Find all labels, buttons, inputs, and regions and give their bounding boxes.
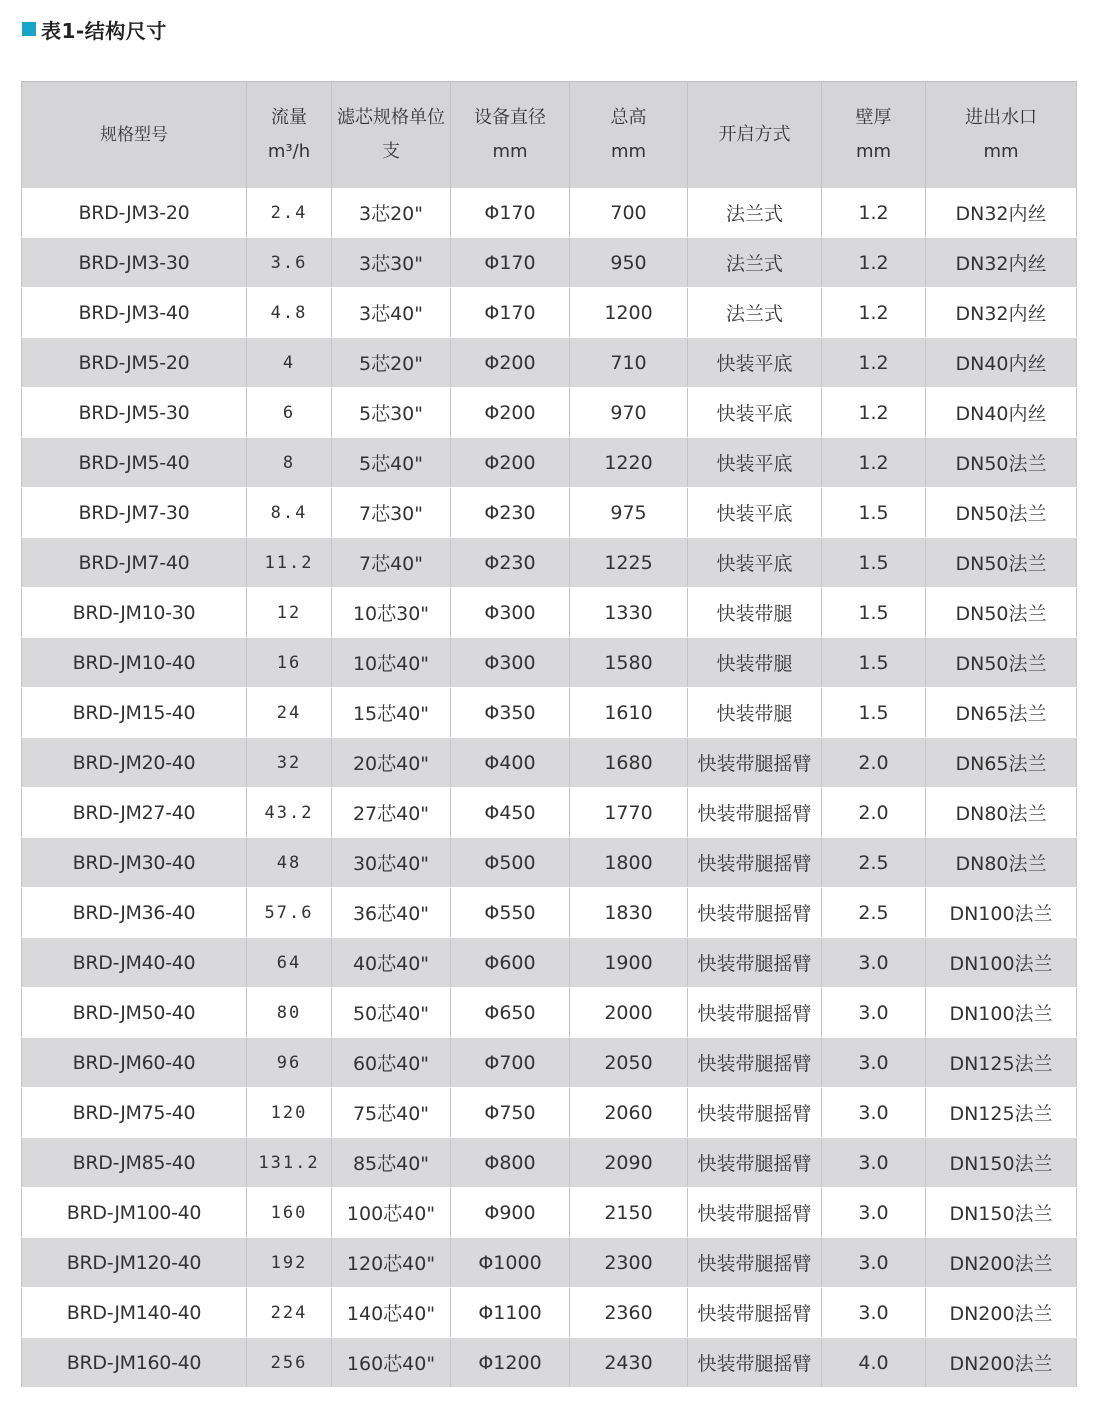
cell-inlet-outlet: DN100法兰 xyxy=(926,938,1077,988)
cell-opening: 快装带腿摇臂 xyxy=(688,738,822,788)
cell-flow: 160 xyxy=(247,1188,332,1238)
cell-model: BRD-JM100-40 xyxy=(22,1188,247,1238)
cell-diameter: Φ200 xyxy=(451,338,570,388)
cell-filter-spec: 5芯20" xyxy=(332,338,451,388)
table-row xyxy=(22,988,1077,1038)
cell-wall-thickness: 1.2 xyxy=(822,188,926,238)
cell-diameter: Φ170 xyxy=(451,238,570,288)
cell-wall-thickness: 3.0 xyxy=(822,1138,926,1188)
table-row xyxy=(22,538,1077,588)
cell-filter-spec: 15芯40" xyxy=(332,688,451,738)
cell-filter-spec: 10芯40" xyxy=(332,638,451,688)
cell-inlet-outlet: DN50法兰 xyxy=(926,538,1077,588)
cell-opening: 快装带腿摇臂 xyxy=(688,1188,822,1238)
cell-opening: 法兰式 xyxy=(688,288,822,338)
cell-model: BRD-JM5-20 xyxy=(22,338,247,388)
table-row xyxy=(22,438,1077,488)
cell-model: BRD-JM160-40 xyxy=(22,1338,247,1388)
cell-filter-spec: 60芯40" xyxy=(332,1038,451,1088)
cell-flow: 131.2 xyxy=(247,1138,332,1188)
cell-diameter: Φ170 xyxy=(451,288,570,338)
table-body xyxy=(22,188,1077,1388)
cell-flow: 256 xyxy=(247,1338,332,1388)
cell-inlet-outlet: DN32内丝 xyxy=(926,288,1077,338)
header-diameter-label: 设备直径 xyxy=(474,107,546,128)
cell-wall-thickness: 4.0 xyxy=(822,1338,926,1388)
cell-height: 700 xyxy=(570,188,688,238)
cell-model: BRD-JM5-40 xyxy=(22,438,247,488)
header-filter-spec-unit: 支 xyxy=(382,141,400,162)
cell-inlet-outlet: DN150法兰 xyxy=(926,1188,1077,1238)
cell-wall-thickness: 1.5 xyxy=(822,638,926,688)
structure-dimensions-table xyxy=(21,81,1077,1388)
table-row xyxy=(22,788,1077,838)
cell-flow: 4 xyxy=(247,338,332,388)
cell-model: BRD-JM27-40 xyxy=(22,788,247,838)
header-inlet-outlet-label: 进出水口 xyxy=(965,107,1037,128)
cell-height: 2060 xyxy=(570,1088,688,1138)
table-row xyxy=(22,1288,1077,1338)
cell-filter-spec: 85芯40" xyxy=(332,1138,451,1188)
header-height-unit: mm xyxy=(610,141,647,162)
cell-height: 1680 xyxy=(570,738,688,788)
cell-model: BRD-JM10-30 xyxy=(22,588,247,638)
cell-inlet-outlet: DN32内丝 xyxy=(926,188,1077,238)
cell-opening: 快装带腿摇臂 xyxy=(688,888,822,938)
cell-model: BRD-JM40-40 xyxy=(22,938,247,988)
cell-diameter: Φ300 xyxy=(451,638,570,688)
cell-wall-thickness: 1.5 xyxy=(822,588,926,638)
table-row xyxy=(22,938,1077,988)
table-header-row xyxy=(22,82,1077,189)
cell-height: 2150 xyxy=(570,1188,688,1238)
cell-inlet-outlet: DN65法兰 xyxy=(926,688,1077,738)
cell-model: BRD-JM140-40 xyxy=(22,1288,247,1338)
cell-model: BRD-JM30-40 xyxy=(22,838,247,888)
cell-wall-thickness: 1.5 xyxy=(822,538,926,588)
cell-flow: 12 xyxy=(247,588,332,638)
cell-filter-spec: 20芯40" xyxy=(332,738,451,788)
header-filter-spec-label: 滤芯规格单位 xyxy=(337,107,445,128)
cell-filter-spec: 100芯40" xyxy=(332,1188,451,1238)
cell-diameter: Φ650 xyxy=(451,988,570,1038)
table-row xyxy=(22,1038,1077,1088)
table-row xyxy=(22,1188,1077,1238)
cell-flow: 8 xyxy=(247,438,332,488)
cell-filter-spec: 3芯20" xyxy=(332,188,451,238)
cell-flow: 2.4 xyxy=(247,188,332,238)
header-wall-thickness-label: 壁厚 xyxy=(855,107,892,128)
cell-flow: 224 xyxy=(247,1288,332,1338)
cell-inlet-outlet: DN80法兰 xyxy=(926,788,1077,838)
cell-wall-thickness: 3.0 xyxy=(822,938,926,988)
cell-inlet-outlet: DN200法兰 xyxy=(926,1288,1077,1338)
table-row xyxy=(22,688,1077,738)
cell-opening: 快装带腿摇臂 xyxy=(688,1288,822,1338)
cell-filter-spec: 75芯40" xyxy=(332,1088,451,1138)
table-row xyxy=(22,738,1077,788)
cell-opening: 快装平底 xyxy=(688,538,822,588)
cell-filter-spec: 7芯30" xyxy=(332,488,451,538)
cell-height: 2000 xyxy=(570,988,688,1038)
cell-diameter: Φ1200 xyxy=(451,1338,570,1388)
cell-flow: 11.2 xyxy=(247,538,332,588)
cell-flow: 32 xyxy=(247,738,332,788)
title-marker-square xyxy=(22,22,36,36)
cell-diameter: Φ400 xyxy=(451,738,570,788)
cell-height: 1770 xyxy=(570,788,688,838)
cell-model: BRD-JM120-40 xyxy=(22,1238,247,1288)
header-diameter xyxy=(451,82,570,189)
cell-inlet-outlet: DN40内丝 xyxy=(926,388,1077,438)
cell-filter-spec: 5芯30" xyxy=(332,388,451,438)
cell-opening: 法兰式 xyxy=(688,238,822,288)
cell-filter-spec: 30芯40" xyxy=(332,838,451,888)
cell-wall-thickness: 2.5 xyxy=(822,888,926,938)
cell-model: BRD-JM15-40 xyxy=(22,688,247,738)
cell-filter-spec: 50芯40" xyxy=(332,988,451,1038)
header-model-label: 规格型号 xyxy=(100,125,168,145)
cell-model: BRD-JM36-40 xyxy=(22,888,247,938)
cell-model: BRD-JM75-40 xyxy=(22,1088,247,1138)
cell-filter-spec: 10芯30" xyxy=(332,588,451,638)
cell-flow: 80 xyxy=(247,988,332,1038)
cell-opening: 快装带腿 xyxy=(688,588,822,638)
cell-height: 950 xyxy=(570,238,688,288)
header-model xyxy=(22,82,247,189)
cell-height: 1800 xyxy=(570,838,688,888)
cell-height: 1220 xyxy=(570,438,688,488)
cell-diameter: Φ230 xyxy=(451,488,570,538)
cell-model: BRD-JM3-30 xyxy=(22,238,247,288)
cell-filter-spec: 7芯40" xyxy=(332,538,451,588)
header-wall-thickness xyxy=(822,82,926,189)
cell-flow: 3.6 xyxy=(247,238,332,288)
cell-flow: 120 xyxy=(247,1088,332,1138)
cell-flow: 64 xyxy=(247,938,332,988)
cell-diameter: Φ750 xyxy=(451,1088,570,1138)
cell-diameter: Φ550 xyxy=(451,888,570,938)
section-title xyxy=(22,14,167,44)
cell-model: BRD-JM5-30 xyxy=(22,388,247,438)
cell-height: 1610 xyxy=(570,688,688,738)
cell-inlet-outlet: DN100法兰 xyxy=(926,988,1077,1038)
header-flow-label: 流量 xyxy=(271,107,307,128)
header-flow xyxy=(247,82,332,189)
cell-opening: 快装带腿摇臂 xyxy=(688,1038,822,1088)
cell-flow: 8.4 xyxy=(247,488,332,538)
table-row xyxy=(22,388,1077,438)
cell-inlet-outlet: DN50法兰 xyxy=(926,438,1077,488)
cell-opening: 快装带腿摇臂 xyxy=(688,1088,822,1138)
table-row xyxy=(22,588,1077,638)
cell-diameter: Φ800 xyxy=(451,1138,570,1188)
cell-opening: 法兰式 xyxy=(688,188,822,238)
cell-inlet-outlet: DN100法兰 xyxy=(926,888,1077,938)
cell-wall-thickness: 1.2 xyxy=(822,238,926,288)
cell-wall-thickness: 3.0 xyxy=(822,1288,926,1338)
table-row xyxy=(22,1338,1077,1388)
header-opening xyxy=(688,82,822,189)
cell-flow: 24 xyxy=(247,688,332,738)
cell-filter-spec: 160芯40" xyxy=(332,1338,451,1388)
cell-diameter: Φ300 xyxy=(451,588,570,638)
cell-diameter: Φ200 xyxy=(451,438,570,488)
cell-diameter: Φ1100 xyxy=(451,1288,570,1338)
cell-model: BRD-JM10-40 xyxy=(22,638,247,688)
cell-inlet-outlet: DN50法兰 xyxy=(926,638,1077,688)
cell-opening: 快装平底 xyxy=(688,488,822,538)
cell-flow: 6 xyxy=(247,388,332,438)
cell-flow: 192 xyxy=(247,1238,332,1288)
cell-inlet-outlet: DN200法兰 xyxy=(926,1238,1077,1288)
cell-diameter: Φ350 xyxy=(451,688,570,738)
table-row xyxy=(22,338,1077,388)
cell-height: 970 xyxy=(570,388,688,438)
cell-diameter: Φ500 xyxy=(451,838,570,888)
cell-model: BRD-JM50-40 xyxy=(22,988,247,1038)
cell-inlet-outlet: DN200法兰 xyxy=(926,1338,1077,1388)
table-row xyxy=(22,238,1077,288)
cell-model: BRD-JM7-30 xyxy=(22,488,247,538)
header-inlet-outlet-unit: mm xyxy=(983,141,1019,162)
cell-opening: 快装平底 xyxy=(688,338,822,388)
cell-height: 1900 xyxy=(570,938,688,988)
cell-wall-thickness: 1.2 xyxy=(822,438,926,488)
section-title-text: 表1-结构尺寸 xyxy=(41,18,167,43)
cell-flow: 16 xyxy=(247,638,332,688)
table-row xyxy=(22,838,1077,888)
cell-model: BRD-JM20-40 xyxy=(22,738,247,788)
cell-opening: 快装平底 xyxy=(688,388,822,438)
cell-height: 2050 xyxy=(570,1038,688,1088)
cell-wall-thickness: 3.0 xyxy=(822,1038,926,1088)
cell-opening: 快装带腿摇臂 xyxy=(688,788,822,838)
cell-diameter: Φ230 xyxy=(451,538,570,588)
cell-diameter: Φ200 xyxy=(451,388,570,438)
cell-wall-thickness: 2.0 xyxy=(822,788,926,838)
cell-opening: 快装带腿摇臂 xyxy=(688,1238,822,1288)
cell-diameter: Φ700 xyxy=(451,1038,570,1088)
cell-opening: 快装带腿摇臂 xyxy=(688,1138,822,1188)
cell-opening: 快装带腿摇臂 xyxy=(688,988,822,1038)
cell-height: 975 xyxy=(570,488,688,538)
cell-wall-thickness: 1.2 xyxy=(822,338,926,388)
cell-wall-thickness: 3.0 xyxy=(822,1088,926,1138)
cell-wall-thickness: 2.5 xyxy=(822,838,926,888)
cell-model: BRD-JM85-40 xyxy=(22,1138,247,1188)
cell-wall-thickness: 1.5 xyxy=(822,688,926,738)
header-height xyxy=(570,82,688,189)
cell-inlet-outlet: DN65法兰 xyxy=(926,738,1077,788)
header-diameter-unit: mm xyxy=(492,141,528,162)
cell-flow: 96 xyxy=(247,1038,332,1088)
table-row xyxy=(22,288,1077,338)
header-height-label: 总高 xyxy=(610,107,647,128)
cell-filter-spec: 40芯40" xyxy=(332,938,451,988)
table-row xyxy=(22,1138,1077,1188)
cell-height: 1330 xyxy=(570,588,688,638)
cell-inlet-outlet: DN50法兰 xyxy=(926,588,1077,638)
cell-inlet-outlet: DN125法兰 xyxy=(926,1088,1077,1138)
header-flow-unit: m³/h xyxy=(267,141,311,162)
cell-inlet-outlet: DN32内丝 xyxy=(926,238,1077,288)
cell-inlet-outlet: DN125法兰 xyxy=(926,1038,1077,1088)
table-row xyxy=(22,188,1077,238)
cell-opening: 快装带腿摇臂 xyxy=(688,938,822,988)
cell-model: BRD-JM7-40 xyxy=(22,538,247,588)
cell-height: 1225 xyxy=(570,538,688,588)
cell-filter-spec: 140芯40" xyxy=(332,1288,451,1338)
cell-model: BRD-JM60-40 xyxy=(22,1038,247,1088)
cell-flow: 48 xyxy=(247,838,332,888)
cell-opening: 快装带腿 xyxy=(688,688,822,738)
cell-height: 710 xyxy=(570,338,688,388)
cell-diameter: Φ600 xyxy=(451,938,570,988)
cell-inlet-outlet: DN50法兰 xyxy=(926,488,1077,538)
cell-wall-thickness: 1.2 xyxy=(822,388,926,438)
cell-height: 2090 xyxy=(570,1138,688,1188)
cell-diameter: Φ450 xyxy=(451,788,570,838)
cell-opening: 快装平底 xyxy=(688,438,822,488)
header-opening-label: 开启方式 xyxy=(718,124,791,145)
table-row xyxy=(22,488,1077,538)
table-row xyxy=(22,888,1077,938)
cell-filter-spec: 3芯40" xyxy=(332,288,451,338)
cell-model: BRD-JM3-20 xyxy=(22,188,247,238)
table-row xyxy=(22,638,1077,688)
cell-filter-spec: 5芯40" xyxy=(332,438,451,488)
header-inlet-outlet xyxy=(926,82,1077,189)
cell-height: 1830 xyxy=(570,888,688,938)
cell-height: 2300 xyxy=(570,1238,688,1288)
cell-wall-thickness: 3.0 xyxy=(822,1238,926,1288)
cell-wall-thickness: 2.0 xyxy=(822,738,926,788)
cell-wall-thickness: 1.2 xyxy=(822,288,926,338)
cell-diameter: Φ1000 xyxy=(451,1238,570,1288)
cell-diameter: Φ170 xyxy=(451,188,570,238)
cell-wall-thickness: 3.0 xyxy=(822,1188,926,1238)
cell-height: 1580 xyxy=(570,638,688,688)
cell-diameter: Φ900 xyxy=(451,1188,570,1238)
cell-filter-spec: 120芯40" xyxy=(332,1238,451,1288)
header-filter-spec xyxy=(332,82,451,189)
cell-inlet-outlet: DN40内丝 xyxy=(926,338,1077,388)
cell-flow: 43.2 xyxy=(247,788,332,838)
cell-height: 2360 xyxy=(570,1288,688,1338)
cell-opening: 快装带腿摇臂 xyxy=(688,1338,822,1388)
cell-opening: 快装带腿摇臂 xyxy=(688,838,822,888)
cell-filter-spec: 27芯40" xyxy=(332,788,451,838)
cell-wall-thickness: 3.0 xyxy=(822,988,926,1038)
cell-opening: 快装带腿 xyxy=(688,638,822,688)
cell-flow: 4.8 xyxy=(247,288,332,338)
cell-inlet-outlet: DN150法兰 xyxy=(926,1138,1077,1188)
table-row xyxy=(22,1088,1077,1138)
cell-model: BRD-JM3-40 xyxy=(22,288,247,338)
header-wall-thickness-unit: mm xyxy=(855,141,892,162)
cell-flow: 57.6 xyxy=(247,888,332,938)
cell-filter-spec: 36芯40" xyxy=(332,888,451,938)
cell-filter-spec: 3芯30" xyxy=(332,238,451,288)
cell-inlet-outlet: DN80法兰 xyxy=(926,838,1077,888)
cell-wall-thickness: 1.5 xyxy=(822,488,926,538)
table-row xyxy=(22,1238,1077,1288)
cell-height: 1200 xyxy=(570,288,688,338)
cell-height: 2430 xyxy=(570,1338,688,1388)
